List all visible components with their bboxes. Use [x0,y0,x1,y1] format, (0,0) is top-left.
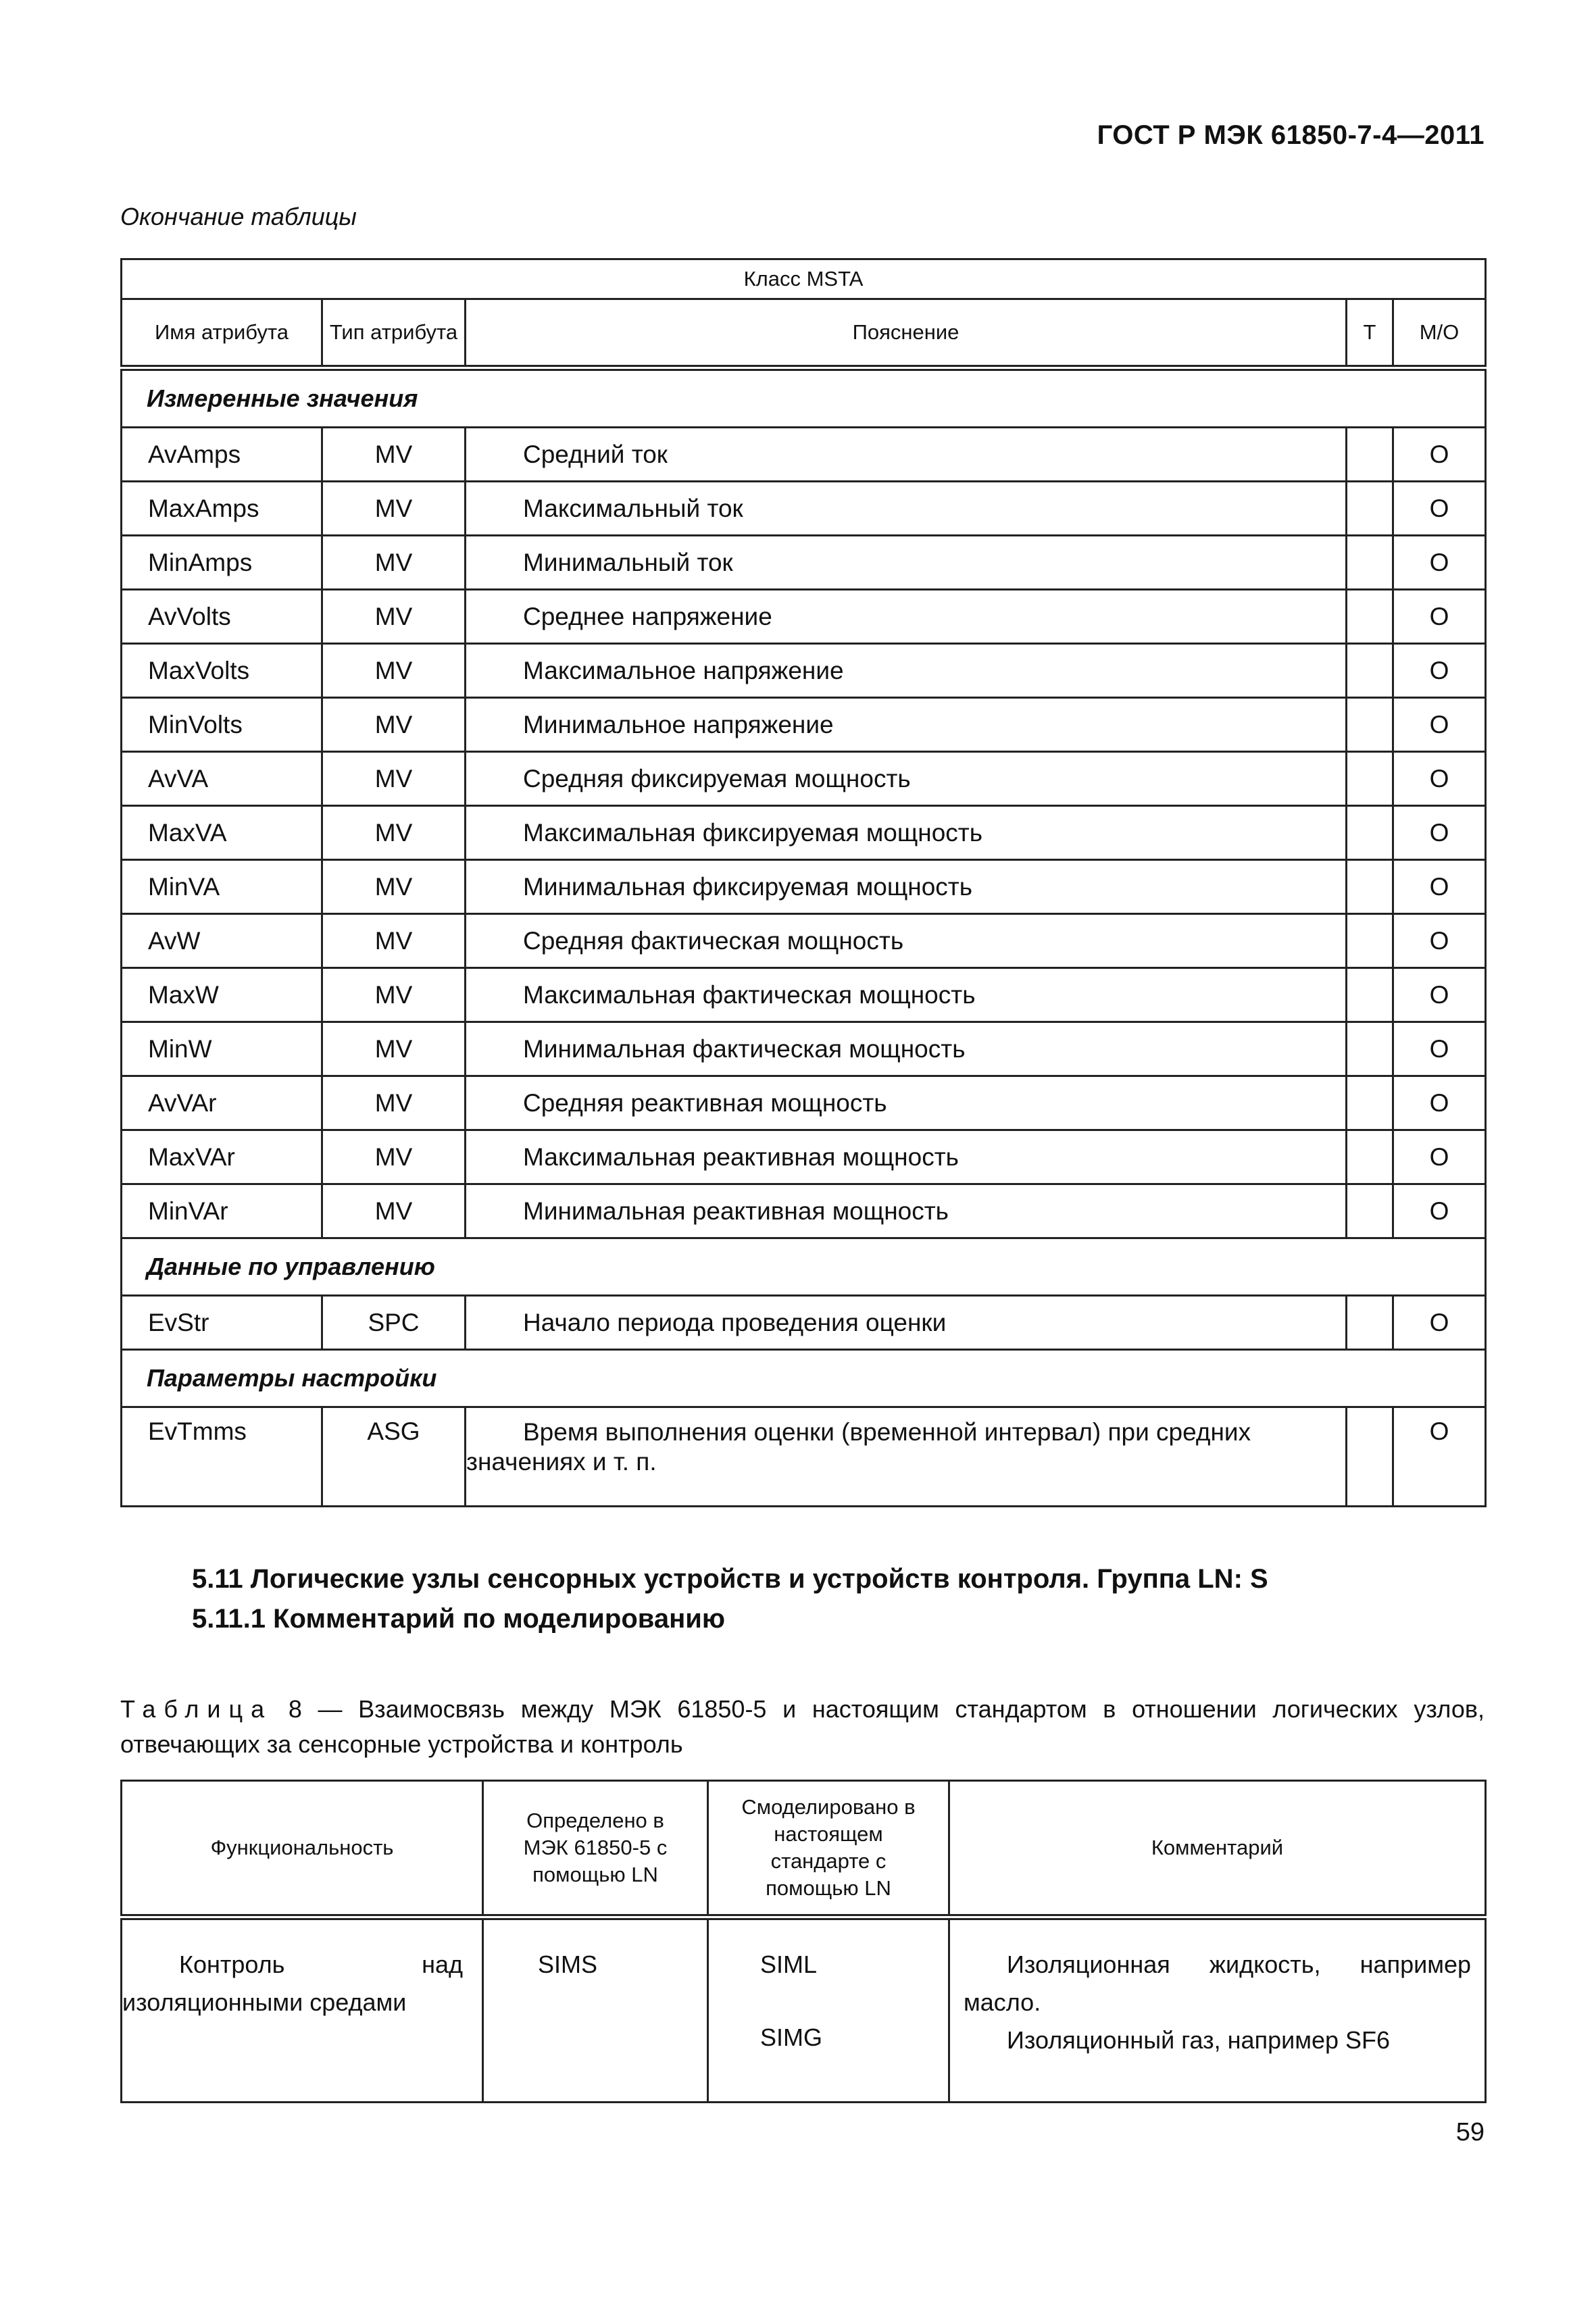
ln-col-header-comment: Комментарий [949,1781,1486,1917]
attr-type-cell: MV [322,914,466,968]
attribute-row [122,914,1486,968]
attr-type-cell: MV [322,428,466,482]
attr-type-cell: ASG [322,1407,466,1507]
continuation-label: Окончание таблицы [120,203,357,230]
col-header-attribute-type: Тип атрибута [322,299,466,368]
attr-name-cell: AvAmps [122,428,322,482]
col-header-attribute-name: Имя атрибута [122,299,322,368]
mo-cell: O [1393,860,1486,914]
mo-cell: O [1393,590,1486,644]
ln-col-header-defined: Определено в МЭК 61850-5 с помощью LN [483,1781,708,1917]
table-caption-text: 8 — Взаимосвязь между МЭК 61850-5 и настоящим стандартом в отношении логических узлов, отвечающих за сенсорные устройства и контроль [120,1695,1485,1758]
mo-cell: O [1393,1407,1486,1507]
col-header-mo: M/O [1393,299,1486,368]
mo-cell: O [1393,482,1486,536]
attribute-row [122,698,1486,752]
section-measured-values: Измеренные значения [122,368,1486,428]
attr-description-cell: Максимальный ток [466,482,1347,536]
ln-comment-gas: Изоляционный газ, например SF6 [1007,2026,1391,2054]
attribute-row [122,1076,1486,1130]
attribute-row [122,482,1486,536]
t-cell [1347,806,1393,860]
attribute-row [122,752,1486,806]
attr-description-cell: Среднее напряжение [466,590,1347,644]
settings-body [122,1407,1486,1507]
attribute-row [122,1130,1486,1184]
attr-name-cell: AvVolts [122,590,322,644]
attr-name-cell: MaxVolts [122,644,322,698]
attr-type-cell: MV [322,644,466,698]
attr-type-cell: MV [322,806,466,860]
attribute-row [122,428,1486,482]
mo-cell: O [1393,536,1486,590]
attr-type-cell: MV [322,968,466,1022]
attr-name-cell: MaxAmps [122,482,322,536]
attribute-row [122,968,1486,1022]
attr-type-cell: MV [322,860,466,914]
mo-cell: O [1393,1076,1486,1130]
t-cell [1347,1130,1393,1184]
attr-description-cell: Средняя реактивная мощность [466,1076,1347,1130]
ln-comment-liquid: Изоляционная жидкость, например [1007,1951,1471,1978]
attr-name-cell: MinAmps [122,536,322,590]
msta-table-title: Класс MSTA [122,259,1486,299]
mo-cell: O [1393,1130,1486,1184]
mo-cell: O [1393,644,1486,698]
attr-name-cell: MaxVA [122,806,322,860]
ln-modelled-siml: SIML [760,1951,818,1978]
ln-cell-comment [949,1917,1486,2103]
attr-type-cell: MV [322,482,466,536]
attr-type-cell: MV [322,1130,466,1184]
attr-description-cell: Начало периода проведения оценки [466,1296,1347,1350]
t-cell [1347,644,1393,698]
ln-comment-liquid-cont: масло. [964,1988,1041,2016]
t-cell [1347,1076,1393,1130]
t-cell [1347,428,1393,482]
attr-type-cell: MV [322,1022,466,1076]
ln-cell-modelled [708,1917,949,2103]
t-cell [1347,752,1393,806]
ln-cell-functionality: Контроль над изоляционными средами [122,1917,483,2103]
ln-modelled-simg: SIMG [760,2023,823,2051]
attr-type-cell: MV [322,536,466,590]
attr-name-cell: AvVAr [122,1076,322,1130]
attr-name-cell: MinVA [122,860,322,914]
t-cell [1347,1296,1393,1350]
mo-cell: O [1393,1022,1486,1076]
attr-description-cell: Максимальная фиксируемая мощность [466,806,1347,860]
attr-description-cell: Средняя фактическая мощность [466,914,1347,968]
ln-relation-table [120,1780,1487,2103]
t-cell [1347,1407,1393,1507]
mo-cell: O [1393,806,1486,860]
attr-name-cell: AvVA [122,752,322,806]
attr-name-cell: MaxW [122,968,322,1022]
mo-cell: O [1393,1184,1486,1238]
t-cell [1347,482,1393,536]
attr-description-cell: Максимальная фактическая мощность [466,968,1347,1022]
attr-name-cell: EvStr [122,1296,322,1350]
control-data-body [122,1296,1486,1350]
col-header-explanation: Пояснение [466,299,1347,368]
page-number: 59 [1455,2118,1485,2146]
attr-type-cell: SPC [322,1296,466,1350]
attr-name-cell: MinVAr [122,1184,322,1238]
attr-description-cell: Максимальная реактивная мощность [466,1130,1347,1184]
attr-description-cell: Минимальный ток [466,536,1347,590]
mo-cell: O [1393,914,1486,968]
attribute-row [122,1022,1486,1076]
attribute-row [122,806,1486,860]
attr-type-cell: MV [322,1076,466,1130]
attr-name-cell: MinW [122,1022,322,1076]
section-heading-5-11-1: 5.11.1 Комментарий по моделированию [192,1604,725,1634]
measured-values-body [122,428,1486,1238]
attr-description-cell: Максимальное напряжение [466,644,1347,698]
t-cell [1347,968,1393,1022]
attr-name-cell: AvW [122,914,322,968]
attribute-row [122,860,1486,914]
ln-col-header-functionality: Функциональность [122,1781,483,1917]
attr-description-cell: Минимальная реактивная мощность [466,1184,1347,1238]
attr-description-cell: Время выполнения оценки (временной интервал) при средних значениях и т. п. [466,1407,1347,1507]
ln-cell-defined: SIMS [483,1917,708,2103]
attr-description-cell: Средняя фиксируемая мощность [466,752,1347,806]
col-header-t: T [1347,299,1393,368]
attr-description-cell: Минимальная фиксируемая мощность [466,860,1347,914]
attr-type-cell: MV [322,590,466,644]
section-heading-5-11: 5.11 Логические узлы сенсорных устройств и устройств контроля. Группа LN: S [192,1564,1268,1594]
attr-type-cell: MV [322,752,466,806]
attribute-row [122,536,1486,590]
t-cell [1347,914,1393,968]
t-cell [1347,590,1393,644]
attr-description-cell: Минимальное напряжение [466,698,1347,752]
attr-type-cell: MV [322,1184,466,1238]
standard-code: ГОСТ Р МЭК 61850-7-4—2011 [1097,120,1485,150]
attribute-row [122,1296,1486,1350]
t-cell [1347,860,1393,914]
ln-col-header-modelled: Смоделировано в настоящем стандарте с помощью LN [708,1781,949,1917]
msta-class-table [120,258,1487,1507]
attribute-row [122,644,1486,698]
mo-cell: O [1393,698,1486,752]
mo-cell: O [1393,428,1486,482]
attribute-row [122,1407,1486,1507]
mo-cell: O [1393,1296,1486,1350]
t-cell [1347,698,1393,752]
attr-description-cell: Минимальная фактическая мощность [466,1022,1347,1076]
attribute-row [122,1184,1486,1238]
attr-name-cell: MinVolts [122,698,322,752]
table-8-caption [120,1692,1485,1762]
section-settings: Параметры настройки [122,1350,1486,1407]
attr-name-cell: EvTmms [122,1407,322,1507]
mo-cell: O [1393,752,1486,806]
attr-name-cell: MaxVAr [122,1130,322,1184]
attr-type-cell: MV [322,698,466,752]
attr-description-cell: Средний ток [466,428,1347,482]
table-caption-label: Таблица [120,1695,273,1723]
attribute-row [122,590,1486,644]
t-cell [1347,1184,1393,1238]
t-cell [1347,536,1393,590]
mo-cell: O [1393,968,1486,1022]
section-control-data: Данные по управлению [122,1238,1486,1296]
t-cell [1347,1022,1393,1076]
